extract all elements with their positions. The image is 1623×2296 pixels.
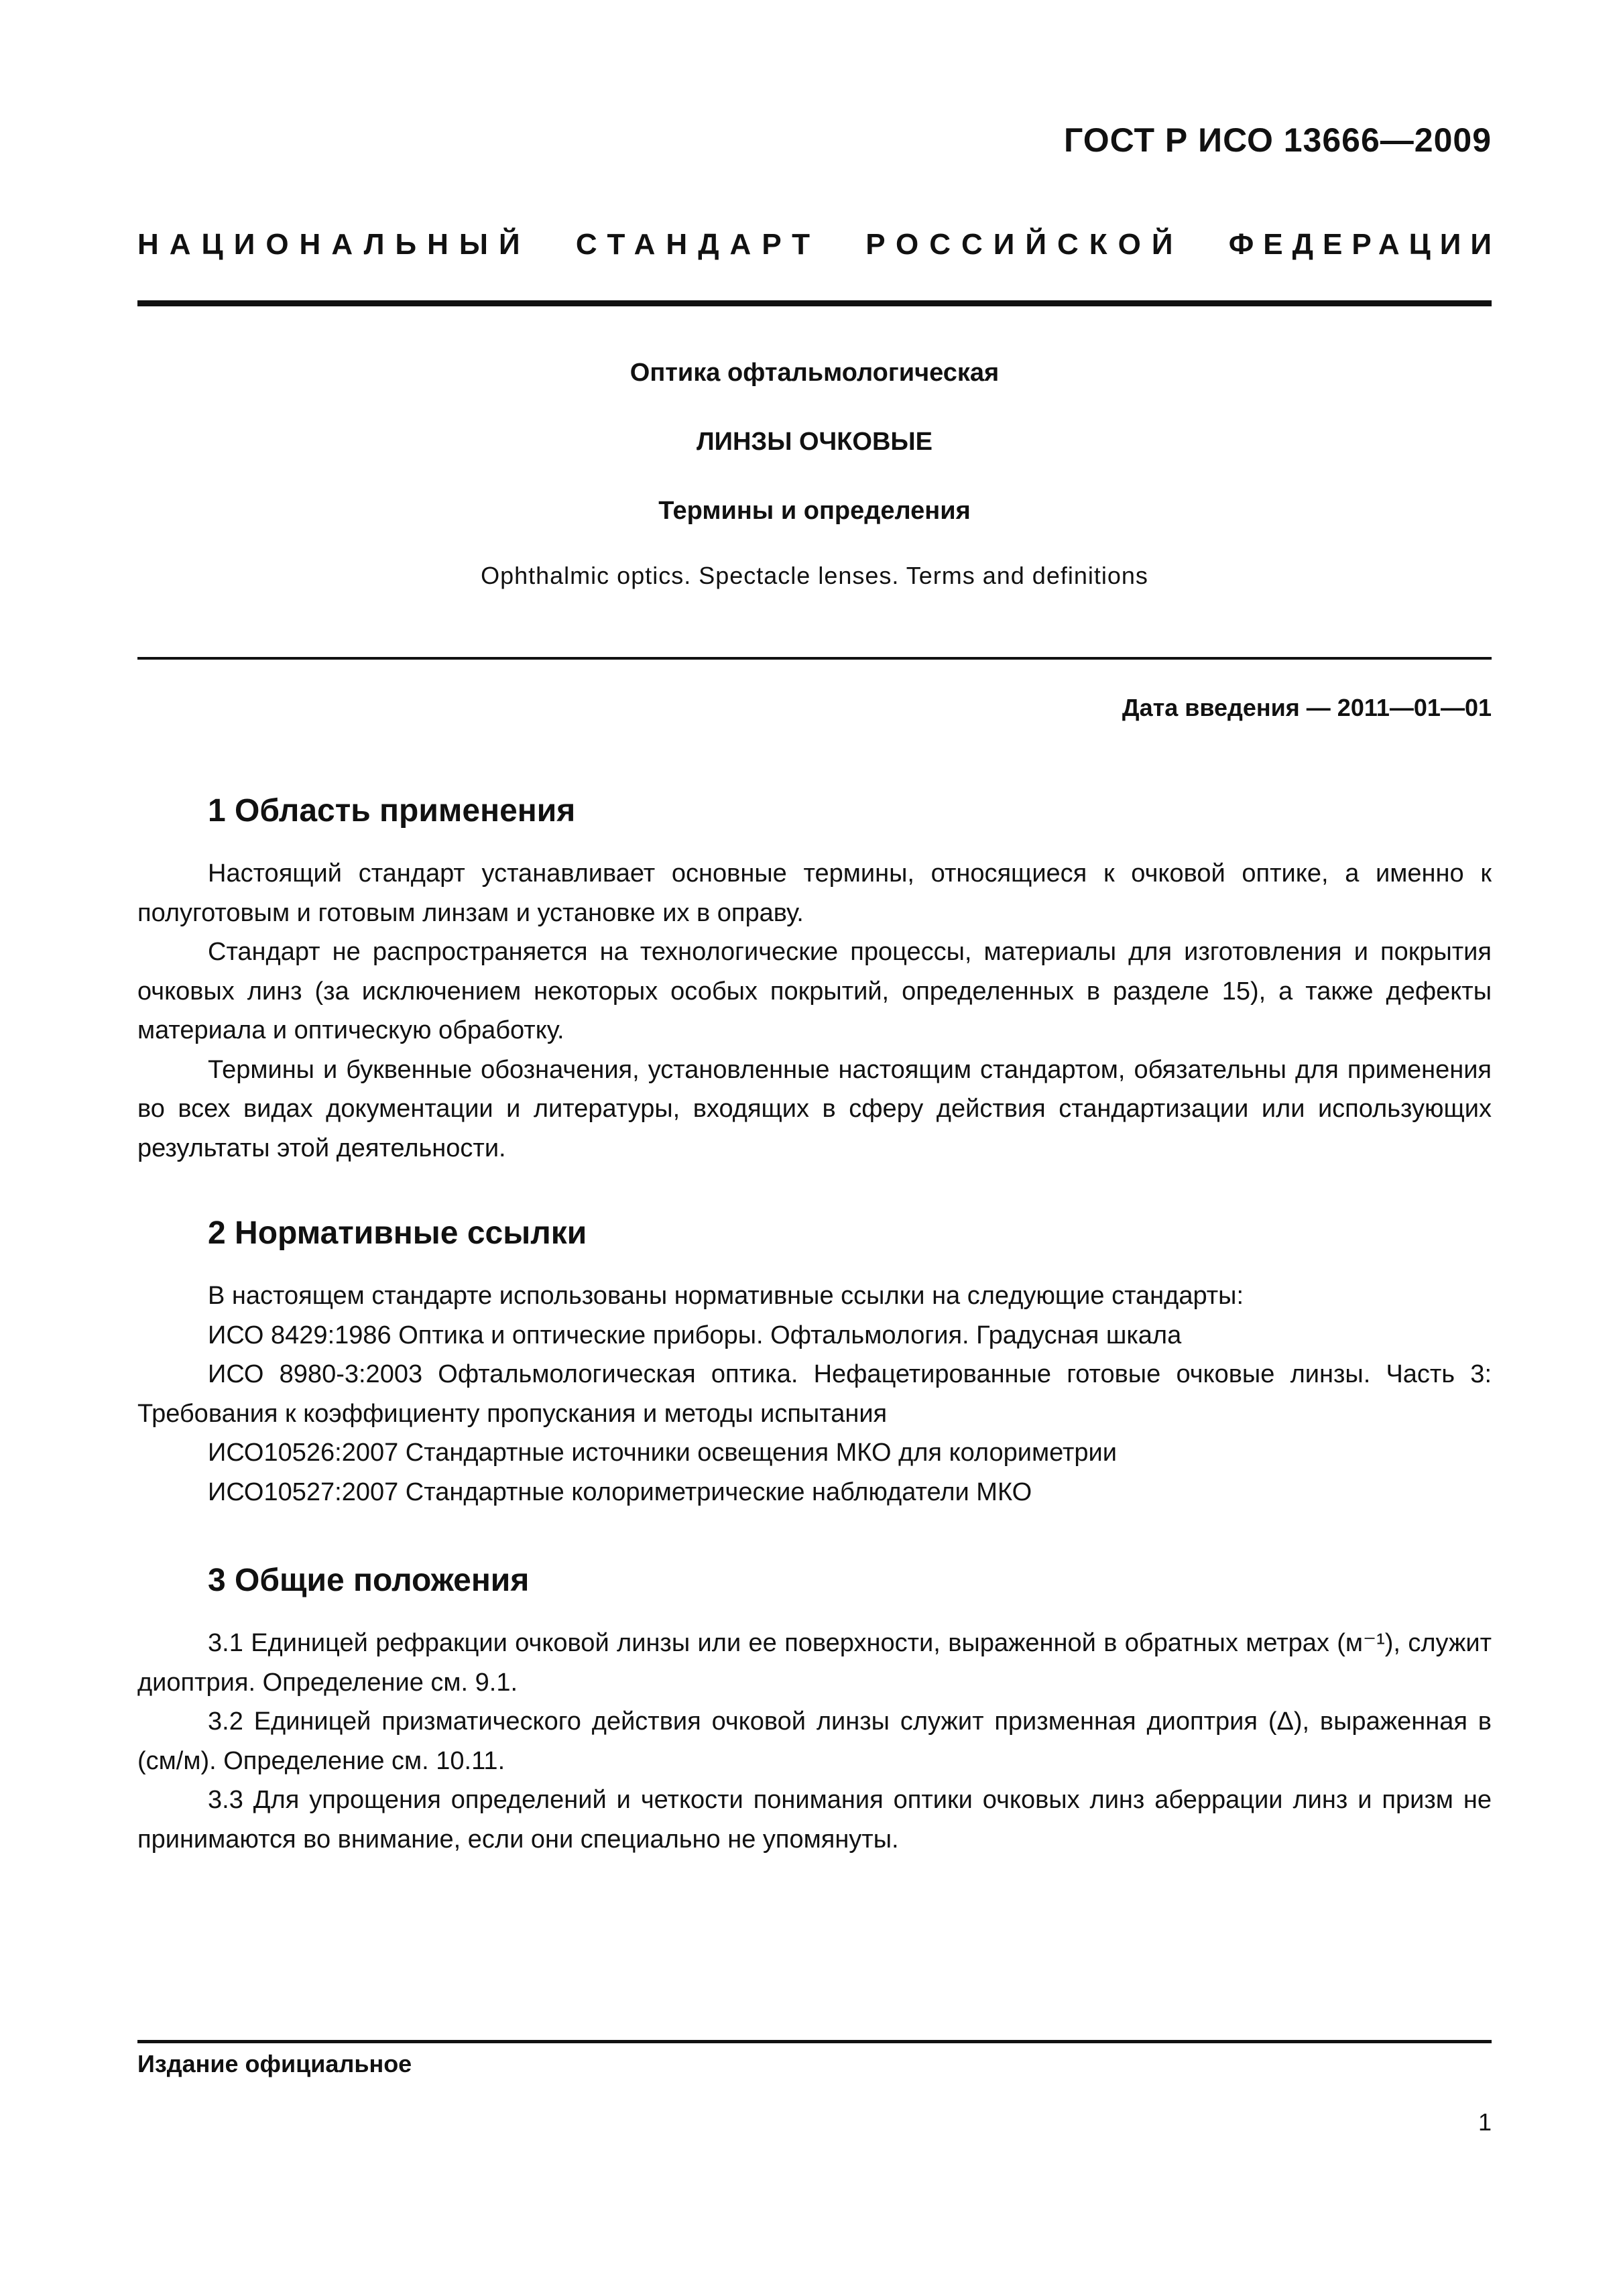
section-scope — [137, 791, 1492, 1168]
reference-item: ИСО 8980-3:2003 Офтальмологическая оптика. Нефацетированные готовые очковые линзы. Часть 3: Требования к коэффициенту пропускания и методы испытания — [137, 1360, 1492, 1428]
document-number: ГОСТ Р ИСО 13666—2009 — [1064, 121, 1492, 159]
national-standard-banner — [137, 228, 1501, 261]
banner-word: РОССИЙСКОЙ — [865, 228, 1184, 261]
section-general-provisions — [137, 1561, 1492, 1859]
english-title: Ophthalmic optics. Spectacle lenses. Terms and definitions — [481, 562, 1148, 589]
paragraph: Стандарт не распространяется на технологические процессы, материалы для изготовления и покрытия очковых линз (за исключением некоторых особых покрытий, определенных в разделе 15), а также дефекты материала и оптическую обработку. — [137, 938, 1492, 1044]
paragraph: 3.2 Единицей призматического действия очковой линзы служит призменная диоптрия (Δ), выраженная в (см/м). Определение см. 10.11. — [137, 1707, 1492, 1775]
paragraph: 3.1 Единицей рефракции очковой линзы или ее поверхности, выраженной в обратных метрах (м⁻¹), служит диоптрия. Определение см. 9.1. — [137, 1629, 1492, 1697]
reference-item: ИСО 8429:1986 Оптика и оптические приборы. Офтальмология. Градусная шкала — [208, 1321, 1182, 1349]
reference-item: ИСО10526:2007 Стандартные источники освещения МКО для колориметрии — [208, 1439, 1117, 1467]
section-heading: 2 Нормативные ссылки — [208, 1215, 587, 1251]
header-divider — [137, 300, 1492, 306]
title-line-1: Оптика офтальмологическая — [629, 359, 1000, 387]
banner-word: ФЕДЕРАЦИИ — [1228, 228, 1501, 261]
title-divider — [137, 657, 1492, 660]
paragraph: Термины и буквенные обозначения, установленные настоящим стандартом, обязательны для применения во всех видах документации и литературы, входящих в сферу действия стандартизации или использующих результаты этой деятельности. — [137, 1055, 1492, 1162]
introduction-date: Дата введения — 2011—01—01 — [1122, 694, 1492, 721]
title-line-3: Термины и определения — [658, 497, 971, 525]
section-normative-references — [137, 1213, 1492, 1512]
footer-divider — [137, 2040, 1492, 2043]
reference-item: ИСО10527:2007 Стандартные колориметрические наблюдатели МКО — [208, 1477, 1032, 1506]
section-heading: 3 Общие положения — [208, 1563, 530, 1598]
title-line-2: ЛИНЗЫ ОЧКОВЫЕ — [697, 428, 933, 456]
official-edition-note: Издание официальное — [137, 2050, 412, 2077]
paragraph: 3.3 Для упрощения определений и четкости понимания оптики очковых линз аберрации линз и призм не принимаются во внимание, если они специально не упомянуты. — [137, 1786, 1492, 1854]
paragraph: В настоящем стандарте использованы нормативные ссылки на следующие стандарты: — [208, 1282, 1244, 1310]
paragraph: Настоящий стандарт устанавливает основные термины, относящиеся к очковой оптике, а именно к полуготовым и готовым линзам и установке их в оправу. — [137, 859, 1492, 927]
section-heading: 1 Область применения — [208, 793, 576, 829]
banner-word: СТАНДАРТ — [575, 228, 821, 261]
page-number: 1 — [1478, 2108, 1492, 2136]
banner-word: НАЦИОНАЛЬНЫЙ — [137, 228, 531, 261]
